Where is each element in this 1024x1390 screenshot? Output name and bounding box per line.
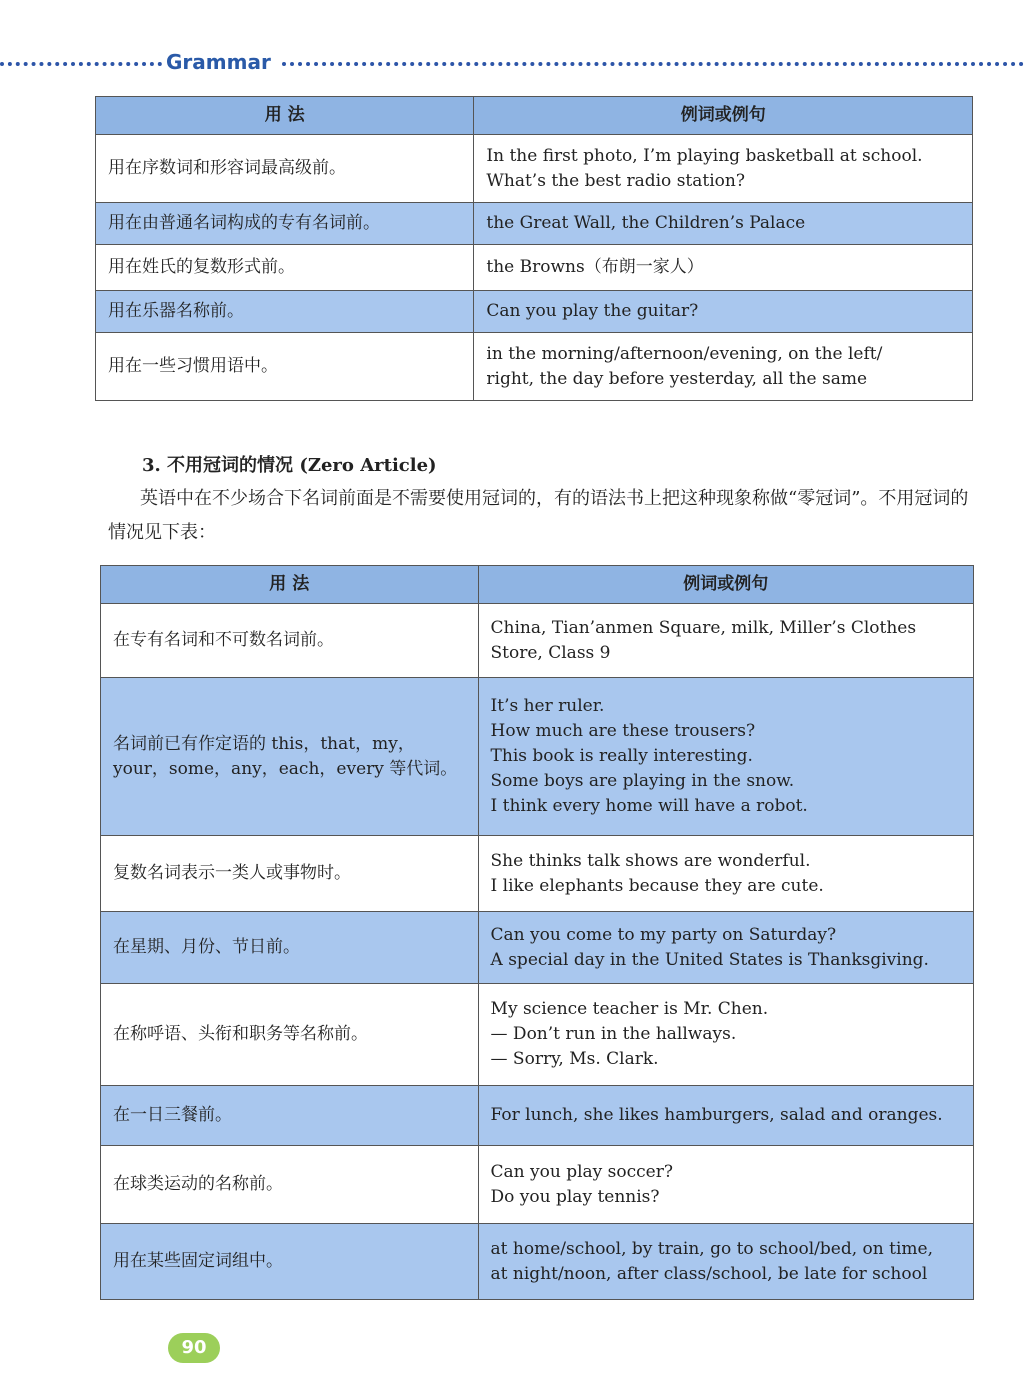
table-row	[101, 912, 974, 984]
table-row	[96, 245, 973, 291]
example-cell: She thinks talk shows are wonderful. I like elephants because they are cute.	[478, 836, 973, 912]
usage-cell: 用在由普通名词构成的专有名词前。	[96, 203, 474, 245]
table-row	[101, 984, 974, 1086]
table-row	[96, 291, 973, 333]
example-cell: Can you play soccer? Do you play tennis?	[478, 1146, 973, 1224]
example-cell: Can you play the guitar?	[474, 291, 973, 333]
table-row	[101, 836, 974, 912]
table-header-row	[96, 97, 973, 135]
usage-cell: 在星期、月份、节日前。	[101, 912, 479, 984]
usage-cell: 用在乐器名称前。	[96, 291, 474, 333]
usage-cell: 在专有名词和不可数名词前。	[101, 604, 479, 678]
page-number-badge: 90	[168, 1333, 220, 1363]
zero-article-usage-table	[100, 565, 974, 1300]
table-row	[96, 135, 973, 203]
section-header-title: Grammar	[166, 50, 271, 74]
example-cell: For lunch, she likes hamburgers, salad and oranges.	[478, 1086, 973, 1146]
example-cell: Can you come to my party on Saturday? A special day in the United States is Thanksgiving.	[478, 912, 973, 984]
example-cell: My science teacher is Mr. Chen. — Don’t run in the hallways. — Sorry, Ms. Clark.	[478, 984, 973, 1086]
example-cell: in the morning/afternoon/evening, on the left/ right, the day before yesterday, all the same	[474, 333, 973, 401]
table-row	[96, 203, 973, 245]
example-cell: It’s her ruler. How much are these trousers? This book is really interesting. Some boys are playing in the snow. I think every home will have a robot.	[478, 678, 973, 836]
table-row	[101, 1086, 974, 1146]
definite-article-usage-table	[95, 96, 973, 401]
table-row	[101, 1146, 974, 1224]
section-paragraph: 英语中在不少场合下名词前面是不需要使用冠词的，有的语法书上把这种现象称做“零冠词”。不用冠词的情况见下表：	[108, 488, 969, 543]
column-header-example: 例词或例句	[474, 97, 973, 135]
example-cell: China, Tian’anmen Square, milk, Miller’s Clothes Store, Class 9	[478, 604, 973, 678]
column-header-usage: 用 法	[101, 566, 479, 604]
table-row	[101, 604, 974, 678]
usage-cell: 名词前已有作定语的 this，that，my，your，some，any，each，every 等代词。	[101, 678, 479, 836]
header-dotted-line-left	[0, 62, 162, 66]
column-header-usage: 用 法	[96, 97, 474, 135]
usage-cell: 在一日三餐前。	[101, 1086, 479, 1146]
table-row	[101, 1224, 974, 1300]
usage-cell: 复数名词表示一类人或事物时。	[101, 836, 479, 912]
section-heading: 3. 不用冠词的情况 (Zero Article)	[142, 455, 437, 476]
usage-cell: 用在某些固定词组中。	[101, 1224, 479, 1300]
example-cell: at home/school, by train, go to school/bed, on time, at night/noon, after class/school, be late for school	[478, 1224, 973, 1300]
example-cell: the Browns（布朗一家人）	[474, 245, 973, 291]
example-cell: the Great Wall, the Children’s Palace	[474, 203, 973, 245]
table-header-row	[101, 566, 974, 604]
example-cell: In the first photo, I’m playing basketball at school. What’s the best radio station?	[474, 135, 973, 203]
usage-cell: 用在一些习惯用语中。	[96, 333, 474, 401]
table-row	[96, 333, 973, 401]
usage-cell: 用在姓氏的复数形式前。	[96, 245, 474, 291]
header-dotted-line-right	[282, 62, 1024, 66]
column-header-example: 例词或例句	[478, 566, 973, 604]
usage-cell: 在称呼语、头衔和职务等名称前。	[101, 984, 479, 1086]
page-header	[0, 50, 1024, 76]
usage-cell: 用在序数词和形容词最高级前。	[96, 135, 474, 203]
table-row	[101, 678, 974, 836]
usage-cell: 在球类运动的名称前。	[101, 1146, 479, 1224]
